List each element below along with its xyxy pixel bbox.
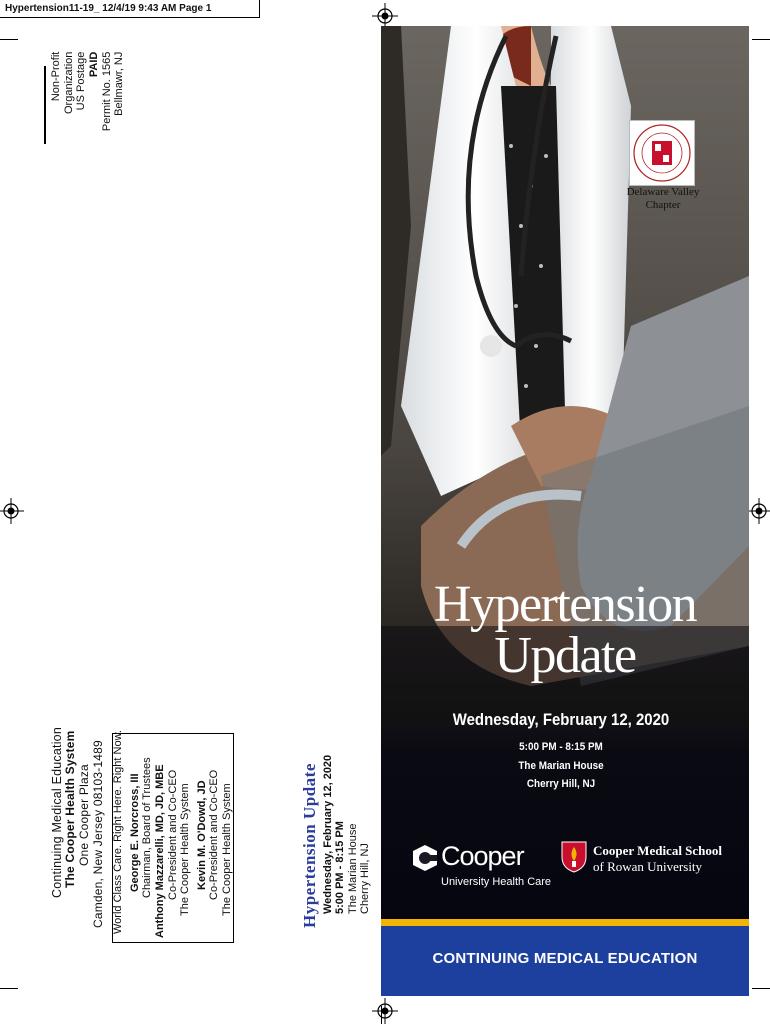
return-address-line: Continuing Medical Education — [50, 727, 64, 898]
registration-mark-icon — [372, 998, 398, 1024]
spine-title: Hypertension Update — [300, 763, 319, 928]
cme-banner — [381, 919, 749, 996]
cover-title-line: Update — [494, 626, 636, 684]
cooper-mark-icon — [411, 843, 439, 873]
chapter-line: Delaware Valley — [626, 186, 700, 198]
trustee-org: The Cooper Health System — [179, 783, 192, 916]
spine-time: 5:00 PM - 8:15 PM — [334, 821, 347, 914]
return-address-org: The Cooper Health System — [63, 730, 78, 888]
cover-title — [381, 576, 749, 684]
cmsru-line: of Rowan University — [593, 859, 703, 874]
event-venue: The Marian House — [518, 759, 604, 772]
crop-mark — [752, 39, 770, 40]
cooper-name: Cooper — [441, 841, 524, 871]
event-date: Wednesday, February 12, 2020 — [452, 710, 670, 729]
spine-city: Cherry Hill, NJ — [359, 843, 372, 914]
event-details — [399, 738, 723, 794]
postage-rule — [44, 66, 46, 144]
society-logo — [629, 120, 695, 186]
cooper-subtitle: University Health Care — [441, 876, 552, 888]
event-time: 5:00 PM - 8:15 PM — [519, 741, 603, 753]
cmsru-shield-icon — [561, 841, 587, 873]
event-city: Cherry Hill, NJ — [526, 778, 596, 791]
postage-line: PAID — [87, 51, 100, 78]
trustee-title: Chairman, Board of Trustees — [141, 757, 154, 898]
registration-mark-icon — [0, 498, 24, 524]
cme-label: CONTINUING MEDICAL EDUCATION — [432, 950, 698, 967]
cover-title-line: Hypertension — [433, 576, 697, 633]
return-address-line: Camden, New Jersey 08103-1489 — [90, 740, 105, 928]
crop-mark — [752, 988, 770, 989]
return-address — [50, 727, 106, 928]
tagline: World Class Care. Right Here. Right Now. — [112, 730, 124, 934]
spine — [300, 755, 372, 928]
postage-line: Organization — [62, 51, 75, 114]
crop-mark — [0, 39, 18, 40]
trustees-panel — [112, 730, 234, 938]
return-address-line: One Cooper Plaza — [77, 764, 92, 866]
registration-mark-icon — [746, 498, 770, 524]
postage-line: Permit No. 1565 — [100, 51, 113, 132]
postage-line: Non-Profit — [50, 51, 62, 102]
cmsru-line: Cooper Medical School — [593, 843, 723, 858]
trustee-name: Anthony Mazzarelli, MD, JD, MBE — [153, 764, 166, 938]
spine-venue: The Marian House — [346, 823, 359, 914]
trustee-name: George E. Norcross, III — [128, 773, 141, 892]
trustee-name: Kevin M. O'Dowd, JD — [195, 780, 208, 890]
chapter-label — [613, 186, 713, 212]
crop-mark — [0, 988, 18, 989]
spine-date: Wednesday, February 12, 2020 — [321, 754, 334, 914]
cover-panel — [381, 26, 749, 996]
postage-indicia — [50, 52, 126, 142]
trustee-title: Co-President and Co-CEO — [166, 769, 179, 900]
print-header: Hypertension11-19_ 12/4/19 9:43 AM Page 1 — [0, 0, 260, 18]
postage-line: Bellmawr, NJ — [113, 51, 126, 116]
trustee-title: Co-President and Co-CEO — [208, 769, 221, 900]
postage-line: US Postage — [75, 51, 88, 111]
chapter-line: Chapter — [645, 199, 681, 212]
trustee-org: The Cooper Health System — [221, 783, 234, 916]
